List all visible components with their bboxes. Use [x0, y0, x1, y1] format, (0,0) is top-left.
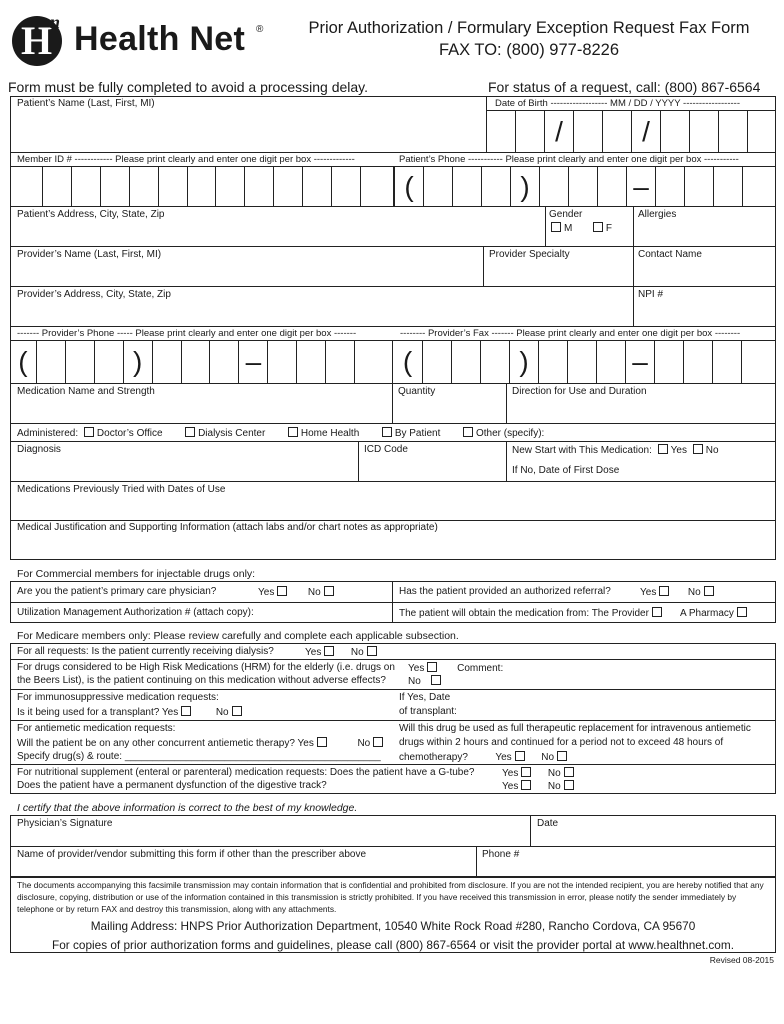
phone-paren-close: ) — [510, 167, 539, 206]
new-start-row — [512, 444, 719, 456]
yes-label: Yes — [297, 738, 314, 749]
medicare-heading: For Medicare members only: Please review carefully and complete each applicable subsection. — [17, 630, 459, 642]
health-net-logo — [12, 14, 282, 68]
certify-statement: I certify that the above information is correct to the best of my knowledge. — [17, 802, 358, 814]
diagnosis-label: Diagnosis — [17, 444, 61, 455]
dob-slash-2: / — [631, 111, 660, 152]
gender-m-checkbox[interactable] — [551, 222, 561, 232]
divider — [633, 206, 634, 246]
confidentiality-notice: The documents accompanying this facsimile transmission may contain information that is confidential and prohibited from disclosure. If you are not the intended recipient, you are hereby notified that any disclosure, copying, distribution or use of the information contained in this transmission is strictly prohibited. If you have received this transmission in error, please notify the sender immediately by telephone or by return FAX and destroy this transmission, along with any attachments. — [17, 880, 764, 914]
divider — [10, 246, 776, 247]
provider-specialty-label: Provider Specialty — [489, 249, 570, 260]
logo-superscript: n — [50, 12, 61, 32]
referral-no-checkbox[interactable] — [704, 586, 714, 596]
yes-label: Yes — [258, 587, 275, 598]
new-start-label: New Start with This Medication: — [512, 445, 652, 456]
divider — [483, 246, 484, 286]
replacement-question-2: drugs within 2 hours and continued for a period not to exceed 48 hours of — [399, 737, 724, 748]
transplant-yes-checkbox[interactable] — [181, 706, 191, 716]
pcp-yes-checkbox[interactable] — [277, 586, 287, 596]
transplant-question: Is it being used for a transplant? — [17, 707, 160, 718]
phone-paren-open: ( — [394, 167, 423, 206]
divider — [358, 441, 359, 481]
physician-signature-field[interactable] — [12, 830, 528, 845]
digestive-yes-checkbox[interactable] — [521, 780, 531, 790]
no-label: No — [307, 587, 321, 598]
divider — [10, 286, 776, 287]
copies-info: For copies of prior authorization forms and guidelines, please call (800) 867-6564 or visit the provider portal at www.healthnet.com. — [52, 938, 734, 952]
new-start-yes-checkbox[interactable] — [658, 444, 668, 454]
pharmacy-label: A Pharmacy — [679, 608, 734, 619]
replacement-yes-checkbox[interactable] — [515, 751, 525, 761]
concurrent-no-checkbox[interactable] — [373, 737, 383, 747]
obtain-label: The patient will obtain the medication from: The Provider — [399, 608, 649, 619]
patient-phone-label: Patient’s Phone ----------- Please print clearly and enter one digit per box ----------- — [399, 154, 739, 165]
provider-fax-digit-boxes[interactable] — [393, 341, 776, 383]
doctors-office-checkbox[interactable] — [84, 427, 94, 437]
provider-name-label: Provider’s Name (Last, First, MI) — [17, 249, 162, 260]
provider-phone-label: ------- Provider’s Phone ----- Please print clearly and enter one digit per box ------- — [17, 328, 357, 339]
vendor-label: Name of provider/vendor submitting this form if other than the prescriber above — [17, 849, 367, 860]
direction-label: Direction for Use and Duration — [512, 386, 647, 397]
gender-options — [548, 222, 612, 234]
no-label: No — [350, 647, 364, 658]
mailing-address: Mailing Address: HNPS Prior Authorization Department, 10540 White Rock Road #280, Rancho Cordova, CA 95670 — [90, 919, 696, 933]
physician-signature-label: Physician’s Signature — [17, 818, 113, 829]
hrm-yes — [408, 662, 503, 674]
yes-label: Yes — [670, 445, 687, 456]
divider — [476, 846, 477, 877]
yes-label: Yes — [502, 768, 519, 779]
obtain-pharmacy-checkbox[interactable] — [737, 607, 747, 617]
other-checkbox[interactable] — [463, 427, 473, 437]
immuno-question — [17, 706, 245, 718]
transplant-no-checkbox[interactable] — [232, 706, 242, 716]
pcp-options — [258, 586, 337, 598]
phone-paren-close: ) — [123, 341, 152, 383]
no-label: No — [357, 738, 371, 749]
gtube-options — [502, 767, 577, 779]
divider — [10, 520, 776, 521]
completion-notice: Form must be fully completed to avoid a processing delay. — [8, 79, 369, 95]
commercial-heading: For Commercial members for injectable drugs only: — [17, 568, 256, 580]
yes-label: Yes — [161, 707, 179, 718]
logo-registered: ® — [256, 24, 264, 35]
patient-phone-digit-boxes[interactable] — [394, 167, 776, 206]
gender-m-label: M — [564, 223, 573, 234]
yes-label: Yes — [640, 587, 657, 598]
digestive-no-checkbox[interactable] — [564, 780, 574, 790]
fax-number: FAX TO: (800) 977-8226 — [438, 41, 620, 59]
dob-slash-1: / — [544, 111, 573, 152]
contact-name-label: Contact Name — [638, 249, 702, 260]
chemo-label: chemotherapy? — [399, 752, 468, 763]
concurrent-question: Will the patient be on any other concurrent antiemetic therapy? — [17, 738, 295, 749]
phone-dash: – — [238, 341, 267, 383]
hrm-yes-checkbox[interactable] — [427, 662, 437, 672]
no-label: No — [408, 676, 421, 687]
provider-fax-label: -------- Provider’s Fax ------- Please print clearly and enter one digit per box -------- — [400, 328, 741, 339]
fax-dash: – — [625, 341, 654, 383]
form-title: Prior Authorization / Formulary Exception Request Fax Form — [308, 19, 750, 37]
immuno-label: For immunosuppressive medication requests: — [17, 692, 219, 703]
divider — [10, 764, 776, 765]
yes-label: Yes — [305, 647, 322, 658]
patient-name-field[interactable] — [12, 110, 484, 150]
hrm-no — [408, 675, 444, 687]
gtube-yes-checkbox[interactable] — [521, 767, 531, 777]
first-dose-label: If No, Date of First Dose — [512, 465, 620, 476]
divider — [392, 581, 393, 623]
divider — [10, 689, 776, 690]
hrm-no-checkbox[interactable] — [431, 675, 441, 685]
replacement-question-1: Will this drug be used as full therapeutic replacement for intravenous antiemetic — [399, 723, 751, 734]
divider — [10, 602, 776, 603]
divider — [10, 481, 776, 482]
phone-paren-open: ( — [18, 346, 28, 377]
dialysis-question: For all requests: Is the patient currently receiving dialysis? — [17, 646, 274, 657]
medication-name-label: Medication Name and Strength — [17, 386, 155, 397]
dob-label: Date of Birth ------------------ MM / DD / YYYY ------------------ — [495, 98, 740, 109]
referral-yes-checkbox[interactable] — [659, 586, 669, 596]
pcp-no-checkbox[interactable] — [324, 586, 334, 596]
allergies-label: Allergies — [638, 209, 677, 220]
divider — [392, 383, 393, 423]
comment-label: Comment: — [457, 663, 504, 674]
gtube-question: For nutritional supplement (enteral or parenteral) medication requests: Does the patient have a G-tube? — [17, 767, 475, 778]
obtain-provider-checkbox[interactable] — [652, 607, 662, 617]
replacement-question-3 — [399, 751, 570, 763]
fax-paren-open: ( — [402, 346, 413, 377]
hrm-question-1: For drugs considered to be High Risk Medications (HRM) for the elderly (i.e. drugs on — [17, 662, 395, 673]
no-label: No — [547, 781, 561, 792]
no-label: No — [541, 752, 555, 763]
referral-options — [640, 586, 717, 598]
logo-wordmark: Health Net — [74, 20, 246, 58]
member-id-digit-boxes[interactable] — [10, 167, 394, 206]
patient-name-label: Patient’s Name (Last, First, MI) — [17, 98, 155, 109]
divider — [530, 815, 531, 846]
no-label: No — [705, 445, 719, 456]
administered-row — [17, 427, 544, 439]
divider — [506, 383, 507, 423]
gender-f-label: F — [605, 223, 613, 234]
dialysis-center-label: Dialysis Center — [198, 428, 266, 439]
um-auth-label: Utilization Management Authorization # (attach copy): — [17, 607, 254, 618]
npi-label: NPI # — [638, 289, 664, 300]
divider — [10, 659, 776, 660]
home-health-checkbox[interactable] — [288, 427, 298, 437]
no-label: No — [215, 707, 229, 718]
divider — [10, 206, 776, 207]
provider-address-label: Provider’s Address, City, State, Zip — [17, 289, 171, 300]
divider — [506, 441, 507, 481]
hrm-question-2: the Beers List), is the patient continuing on this medication without adverse effects? — [17, 675, 386, 686]
divider — [545, 206, 546, 246]
transplant-date-label-2: of transplant: — [399, 706, 457, 717]
dialysis-center-checkbox[interactable] — [185, 427, 195, 437]
yes-label: Yes — [502, 781, 519, 792]
patient-address-label: Patient’s Address, City, State, Zip — [17, 209, 165, 220]
referral-question: Has the patient provided an authorized referral? — [399, 586, 611, 597]
yes-label: Yes — [495, 752, 512, 763]
no-label: No — [547, 768, 561, 779]
no-label: No — [687, 587, 701, 598]
vendor-phone-label: Phone # — [482, 849, 520, 860]
fax-paren-close: ) — [509, 341, 538, 383]
doctors-office-label: Doctor’s Office — [96, 428, 163, 439]
divider — [10, 326, 776, 327]
administered-label: Administered: — [17, 428, 79, 439]
antiemetic-label: For antiemetic medication requests: — [17, 723, 176, 734]
quantity-label: Quantity — [398, 386, 436, 397]
prev-tried-label: Medications Previously Tried with Dates of Use — [17, 484, 226, 495]
dialysis-no-checkbox[interactable] — [367, 646, 377, 656]
digestive-question: Does the patient have a permanent dysfunction of the digestive track? — [17, 780, 327, 791]
phone-dash: – — [626, 167, 655, 206]
logo-letter: H — [21, 18, 53, 63]
by-patient-label: By Patient — [394, 428, 441, 439]
gender-f-checkbox[interactable] — [593, 222, 603, 232]
transplant-date-label-1: If Yes, Date — [399, 692, 451, 703]
new-start-no-checkbox[interactable] — [693, 444, 703, 454]
provider-phone-digit-boxes[interactable] — [10, 341, 393, 383]
dob-digit-boxes[interactable] — [486, 111, 776, 152]
by-patient-checkbox[interactable] — [382, 427, 392, 437]
divider — [10, 720, 776, 721]
justification-label: Medical Justification and Supporting Information (attach labs and/or chart notes as appropriate) — [17, 522, 438, 533]
dialysis-options — [305, 646, 380, 658]
revised-date: Revised 08-2015 — [709, 955, 774, 965]
status-phone: For status of a request, call: (800) 867-6564 — [488, 79, 761, 95]
concurrent-yes-checkbox[interactable] — [317, 737, 327, 747]
yes-label: Yes — [408, 663, 425, 674]
gtube-no-checkbox[interactable] — [564, 767, 574, 777]
replacement-no-checkbox[interactable] — [557, 751, 567, 761]
digestive-options — [502, 780, 577, 792]
divider — [10, 846, 776, 847]
icd-code-label: ICD Code — [364, 444, 408, 455]
home-health-label: Home Health — [300, 428, 360, 439]
gender-label: Gender — [549, 209, 583, 220]
other-label: Other (specify): — [475, 428, 545, 439]
pcp-question: Are you the patient’s primary care physician? — [17, 586, 217, 597]
divider — [10, 152, 776, 153]
member-id-label: Member ID # ------------ Please print clearly and enter one digit per box ------------- — [17, 154, 355, 165]
specify-drugs-line: Specify drug(s) & route: ______________________________________________ — [17, 751, 381, 762]
divider — [10, 423, 776, 424]
antiemetic-question — [17, 737, 386, 749]
date-label: Date — [537, 818, 559, 829]
dialysis-yes-checkbox[interactable] — [324, 646, 334, 656]
divider — [10, 441, 776, 442]
divider — [10, 383, 776, 384]
obtain-row — [399, 607, 750, 619]
